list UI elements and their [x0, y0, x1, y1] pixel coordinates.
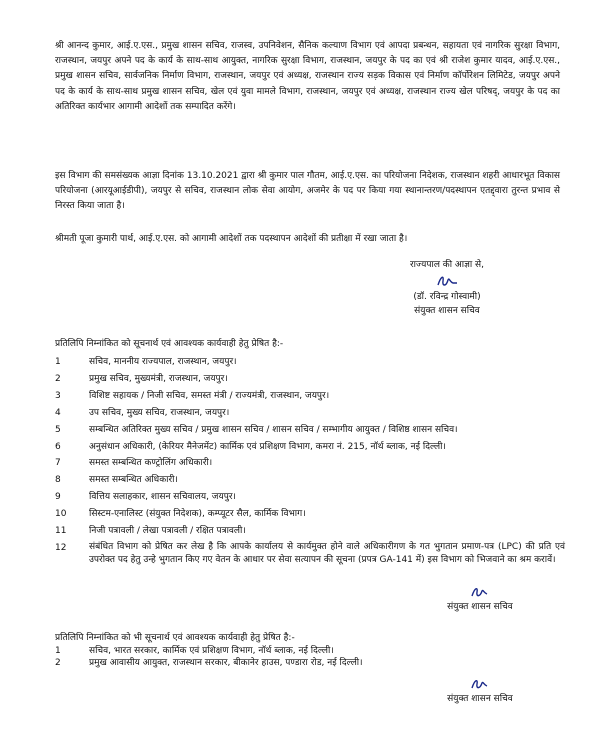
list-item	[55, 645, 565, 657]
list-item	[55, 371, 565, 388]
paragraph-awaiting-posting: श्रीमती पूजा कुमारी पार्थ, आई.ए.एस. को आगामी आदेशों तक पदस्थापन आदेशों की प्रतीक्षा में रखा जाता है।	[55, 234, 408, 244]
list-item-text: सचिव, भारत सरकार, कार्मिक एवं प्रशिक्षण विभाग, नॉर्थ ब्लाक, नई दिल्ली।	[89, 646, 334, 656]
by-order-text: राज्यपाल की आज्ञा से,	[410, 260, 484, 270]
copy-list-2-heading: प्रतिलिपि निम्नांकित को भी सूचनार्थ एवं आवश्यक कार्यवाही हेतु प्रेषित है:-	[55, 633, 295, 643]
signature-image	[470, 676, 490, 692]
signatory-designation: संयुक्त शासन सचिव	[414, 306, 480, 316]
list-item	[55, 439, 565, 456]
list-item	[55, 506, 565, 523]
list-item	[55, 472, 565, 489]
list-item	[55, 489, 565, 506]
list-item-number: 5	[55, 424, 61, 435]
list-item-text: सचिव, माननीय राज्यपाल, राजस्थान, जयपुर।	[89, 357, 237, 367]
list-item	[55, 523, 565, 540]
list-item-text: अनुसंधान अधिकारी, (केरियर मैनेजमेंट) कार्मिक एवं प्रशिक्षण विभाग, कमरा नं. 215, नॉर्थ ब्लाक, नई दिल्ली।	[89, 441, 446, 452]
list-item	[55, 388, 565, 405]
copy-list-2-designation: संयुक्त शासन सचिव	[447, 694, 513, 704]
copy-list-2-signature-block	[425, 676, 535, 706]
list-item-text: प्रमुख सचिव, मुख्यमंत्री, राजस्थान, जयपुर।	[89, 373, 228, 384]
list-item-text: सिस्टम-एनालिस्ट (संयुक्त निदेशक), कम्प्यूटर सैल, कार्मिक विभाग।	[89, 509, 306, 520]
list-item-text: उप सचिव, मुख्य सचिव, राजस्थान, जयपुर।	[89, 407, 230, 418]
list-item-text: समस्त सम्बन्धित कण्ट्रोलिंग अधिकारी।	[89, 458, 213, 469]
list-item	[55, 354, 565, 371]
list-item	[55, 540, 565, 568]
copy-list-1-heading: प्रतिलिपि निम्नांकित को सूचनार्थ एवं आवश्यक कार्यवाही हेतु प्रेषित है:-	[55, 339, 284, 349]
list-item-number: 4	[55, 407, 61, 418]
paragraph-cancellation: इस विभाग की समसंख्यक आज्ञा दिनांक 13.10.2021 द्वारा श्री कुमार पाल गौतम, आई.ए.एस. का परियोजना निदेशक, राजस्थान शहरी आधारभूत विकास परियोजना (आरयूआईडीपी), जयपुर से सचिव, राजस्थान लोक सेवा आयोग, अजमेर के पद पर किया गया स्थानान्तरण/पदस्थापन एतद्द्वारा तुरन्त प्रभाव से निरस्त किया जाता है।	[55, 171, 560, 212]
list-item-number: 12	[55, 542, 67, 553]
copy-list-2	[55, 645, 565, 669]
list-item-number: 3	[55, 390, 61, 401]
list-item-number: 8	[55, 475, 61, 486]
list-item-number: 2	[55, 658, 61, 668]
list-item-number: 9	[55, 492, 61, 503]
list-item-text: वित्तिय सलाहकार, शासन सचिवालय, जयपुर।	[89, 492, 236, 503]
signature-image	[470, 584, 490, 600]
copy-list-1	[55, 354, 565, 568]
list-item	[55, 422, 565, 439]
order-signature-block	[392, 258, 502, 318]
list-item-number: 2	[55, 373, 61, 384]
list-item	[55, 405, 565, 422]
list-item-text: निजी पत्रावली / लेखा पत्रावली / रक्षित पत्रावली।	[89, 526, 246, 537]
list-item-text: सम्बन्धित अतिरिक्त मुख्य सचिव / प्रमुख शासन सचिव / शासन सचिव / सम्भागीय आयुक्त / विशिष्ठ शासन सचिव।	[89, 424, 458, 435]
list-item-text: विशिष्ट सहायक / निजी सचिव, समस्त मंत्री / राज्यमंत्री, राजस्थान, जयपुर।	[89, 390, 330, 401]
list-item-number: 1	[55, 646, 61, 656]
list-item-number: 7	[55, 458, 61, 469]
list-item-text: समस्त सम्बन्धित अधिकारी।	[89, 475, 178, 486]
list-item	[55, 657, 565, 669]
list-item-text: प्रमुख आवासीय आयुक्त, राजस्थान सरकार, बीकानेर हाउस, पण्डारा रोड, नई दिल्ली।	[89, 658, 363, 668]
signature-image	[435, 272, 459, 290]
copy-list-1-signature-block	[425, 584, 535, 614]
list-item-text: संबंधित विभाग को प्रेषित कर लेख है कि आपके कार्यालय से कार्यमुक्त होने वाले अधिकारीगण के गत भुगतान प्रमाण-पत्र (LPC) की प्रति एवं उपरोक्त पद हेतु उन्हे भुगतान किए गए वेतन के आधार पर सेवा सत्यापन की सूचना (प्रपत्र GA-141 में) इस विभाग को भिजवाने का श्रम करावें।	[89, 541, 565, 566]
list-item	[55, 455, 565, 472]
list-item-number: 6	[55, 441, 61, 452]
list-item-number: 1	[55, 357, 61, 367]
copy-list-1-designation: संयुक्त शासन सचिव	[447, 602, 513, 612]
paragraph-additional-charge: श्री आनन्द कुमार, आई.ए.एस., प्रमुख शासन सचिव, राजस्व, उपनिवेशन, सैनिक कल्याण विभाग एवं आपदा प्रबन्धन, सहायता एवं नागरिक सुरक्षा विभाग, राजस्थान, जयपुर अपने पद के कार्य के साथ-साथ आयुक्त, नागरिक सुरक्षा विभाग, राजस्थान, जयपुर के पद का एवं श्री राजेश कुमार यादव, आई.ए.एस., प्रमुख शासन सचिव, सार्वजनिक निर्माण विभाग, राजस्थान, जयपुर एवं अध्यक्ष, राजस्थान राज्य सड़क विकास एवं निर्माण कॉर्पोरेशन लिमिटेड, जयपुर अपने पद के कार्य के साथ-साथ प्रमुख शासन सचिव, खेल एवं युवा मामले विभाग, राजस्थान, जयपुर एवं अध्यक्ष, राजस्थान राज्य खेल परिषद्, जयपुर के पद का अतिरिक्त कार्यभार आगामी आदेशों तक सम्पादित करेंगे।	[55, 41, 560, 112]
list-item-number: 11	[55, 526, 67, 537]
signatory-name: (डॉ. रविन्द्र गोस्वामी)	[413, 292, 481, 302]
list-item-number: 10	[55, 509, 67, 520]
